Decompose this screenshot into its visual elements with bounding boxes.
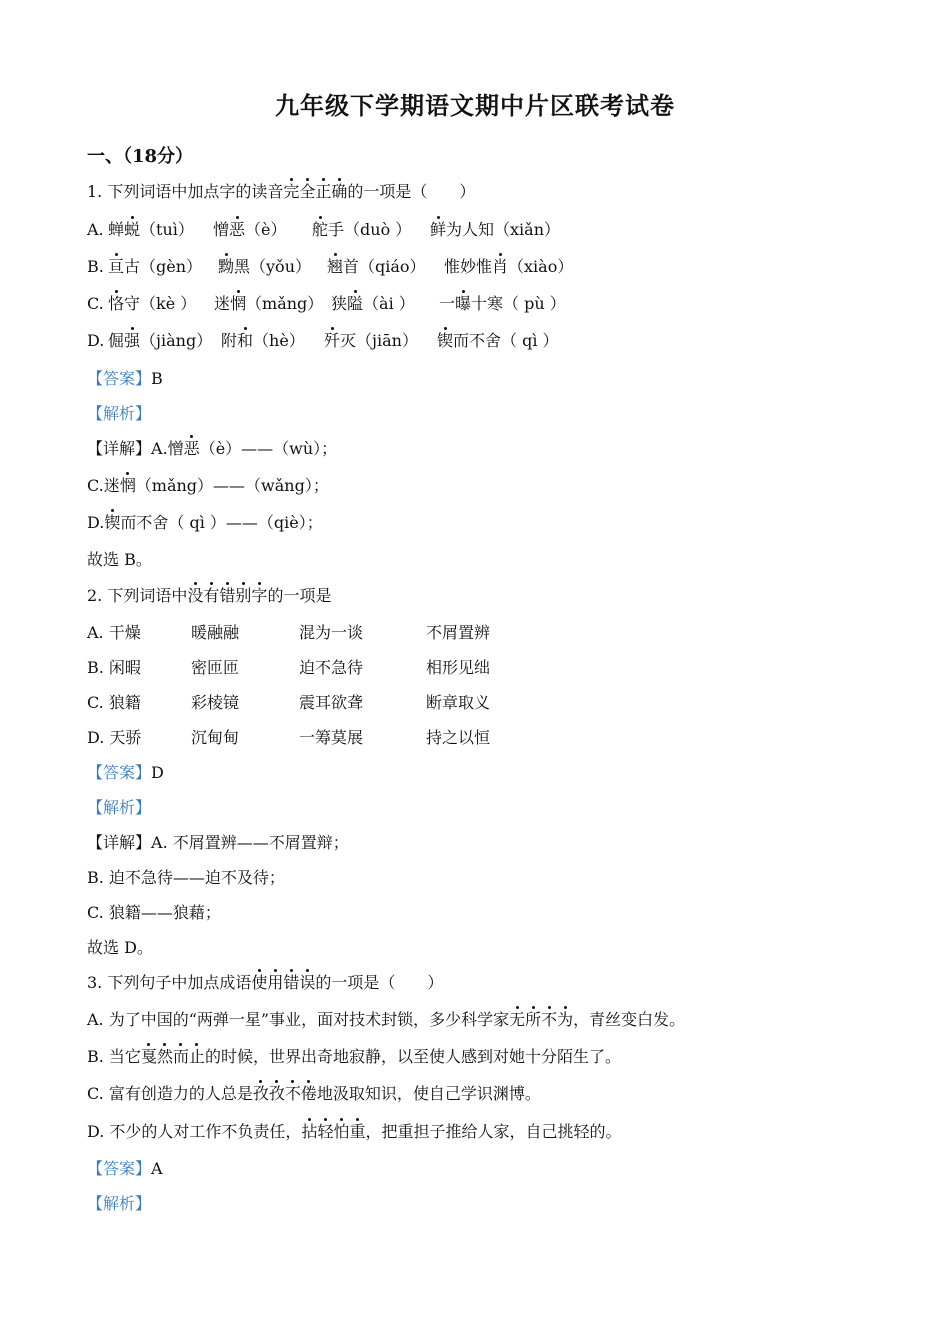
q1-analysis-tag: 【解析】 xyxy=(87,404,152,423)
q1-detail-1: 【详解】A.憎恶（è）——（wù）； xyxy=(87,439,338,458)
option-item: 蝉蜕（tuì） xyxy=(108,220,194,239)
question-3-stem: 3. 下列句子中加点成语使用错误的一项是（ ） xyxy=(87,973,444,992)
q1-option-b xyxy=(87,256,787,278)
option-item: 惟妙惟肖（xiào） xyxy=(444,257,574,276)
q2-option-a: A. 干燥 暖融融 混为一谈 不屑置辨 xyxy=(87,623,491,642)
q3-option-d: D. 不少的人对工作不负责任，拈轻怕重，把重担子推给人家，自己挑轻的。 xyxy=(87,1122,622,1141)
q3-analysis-tag: 【解析】 xyxy=(87,1194,152,1213)
q2-option-b: B. 闲暇 密匝匝 迫不急待 相形见绌 xyxy=(87,658,491,677)
option-label: B. xyxy=(87,257,104,276)
q3-answer: 【答案】A xyxy=(87,1159,163,1178)
section-heading: 一、（18分） xyxy=(87,146,194,167)
q1-option-a xyxy=(87,219,787,241)
stem-text: 的一项是（ ） xyxy=(347,182,476,201)
detail-tag: 【详解】 xyxy=(87,439,152,458)
option-label: A. xyxy=(87,220,104,239)
q2-analysis-tag: 【解析】 xyxy=(87,798,152,817)
dotted-char: 完 xyxy=(283,182,300,201)
q2-answer: 【答案】D xyxy=(87,763,164,782)
option-label: C. xyxy=(87,294,104,313)
q2-option-d: D. 天骄 沉甸甸 一筹莫展 持之以恒 xyxy=(87,728,491,747)
q2-option-c: C. 狼籍 彩棱镜 震耳欲聋 断章取义 xyxy=(87,693,491,712)
option-item: 倔强（jiàng） xyxy=(108,331,213,350)
option-item: 亘古（gèn） xyxy=(108,257,203,276)
q2-detail-3: C. 狼籍——狼藉； xyxy=(87,903,221,922)
dotted-char: 确 xyxy=(331,182,348,201)
option-item: 鲜为人知（xiǎn） xyxy=(430,220,561,239)
q1-option-c xyxy=(87,293,787,315)
answer-value: B xyxy=(151,369,163,388)
option-item: 迷惘（mǎng） xyxy=(214,294,324,313)
q2-detail-2: B. 迫不急待——迫不及待； xyxy=(87,868,285,887)
q1-answer xyxy=(87,368,163,390)
q1-conclusion: 故选 B。 xyxy=(87,550,152,569)
option-item: 翘首（qiáo） xyxy=(327,257,426,276)
option-item: 黝黑（yǒu） xyxy=(218,257,311,276)
stem-text: 1. 下列词语中加点字的读音 xyxy=(87,182,284,201)
answer-tag: 【答案】 xyxy=(87,369,152,388)
q1-option-d xyxy=(87,330,787,352)
q3-option-c: C. 富有创造力的人总是孜孜不倦地汲取知识，使自己学识渊博。 xyxy=(87,1084,541,1103)
option-item: 锲而不舍（ qì ） xyxy=(437,331,559,350)
dotted-char: 正 xyxy=(315,182,332,201)
q2-detail-1: 【详解】A. 不屑置辨——不屑置辩； xyxy=(87,833,349,852)
option-label: D. xyxy=(87,331,105,350)
q2-conclusion: 故选 D。 xyxy=(87,938,153,957)
option-item: 狭隘（ài ） xyxy=(331,294,415,313)
q1-detail-2: C.迷惘（mǎng）——（wǎng）； xyxy=(87,476,329,495)
q3-option-a: A. 为了中国的“两弹一星”事业，面对技术封锁，多少科学家无所不为，青丝变白发。 xyxy=(87,1010,686,1029)
dotted-char: 全 xyxy=(299,182,316,201)
option-item: 歼灭（jiān） xyxy=(324,331,418,350)
option-item: 舵手（duò ） xyxy=(312,220,412,239)
option-item: 附和（hè） xyxy=(221,331,305,350)
q3-option-b: B. 当它戛然而止的时候，世界出奇地寂静，以至使人感到对她十分陌生了。 xyxy=(87,1047,622,1066)
question-1-stem xyxy=(87,181,475,203)
q1-detail-3: D.锲而不舍（ qì ）——（qiè）； xyxy=(87,513,323,532)
question-2-stem: 2. 下列词语中没有错别字的一项是 xyxy=(87,586,332,605)
option-item: 恪守（kè ） xyxy=(108,294,197,313)
page-title: 九年级下学期语文期中片区联考试卷 xyxy=(275,91,675,120)
option-item: 一曝十寒（ pù ） xyxy=(439,294,566,313)
option-item: 憎恶（è） xyxy=(213,220,287,239)
